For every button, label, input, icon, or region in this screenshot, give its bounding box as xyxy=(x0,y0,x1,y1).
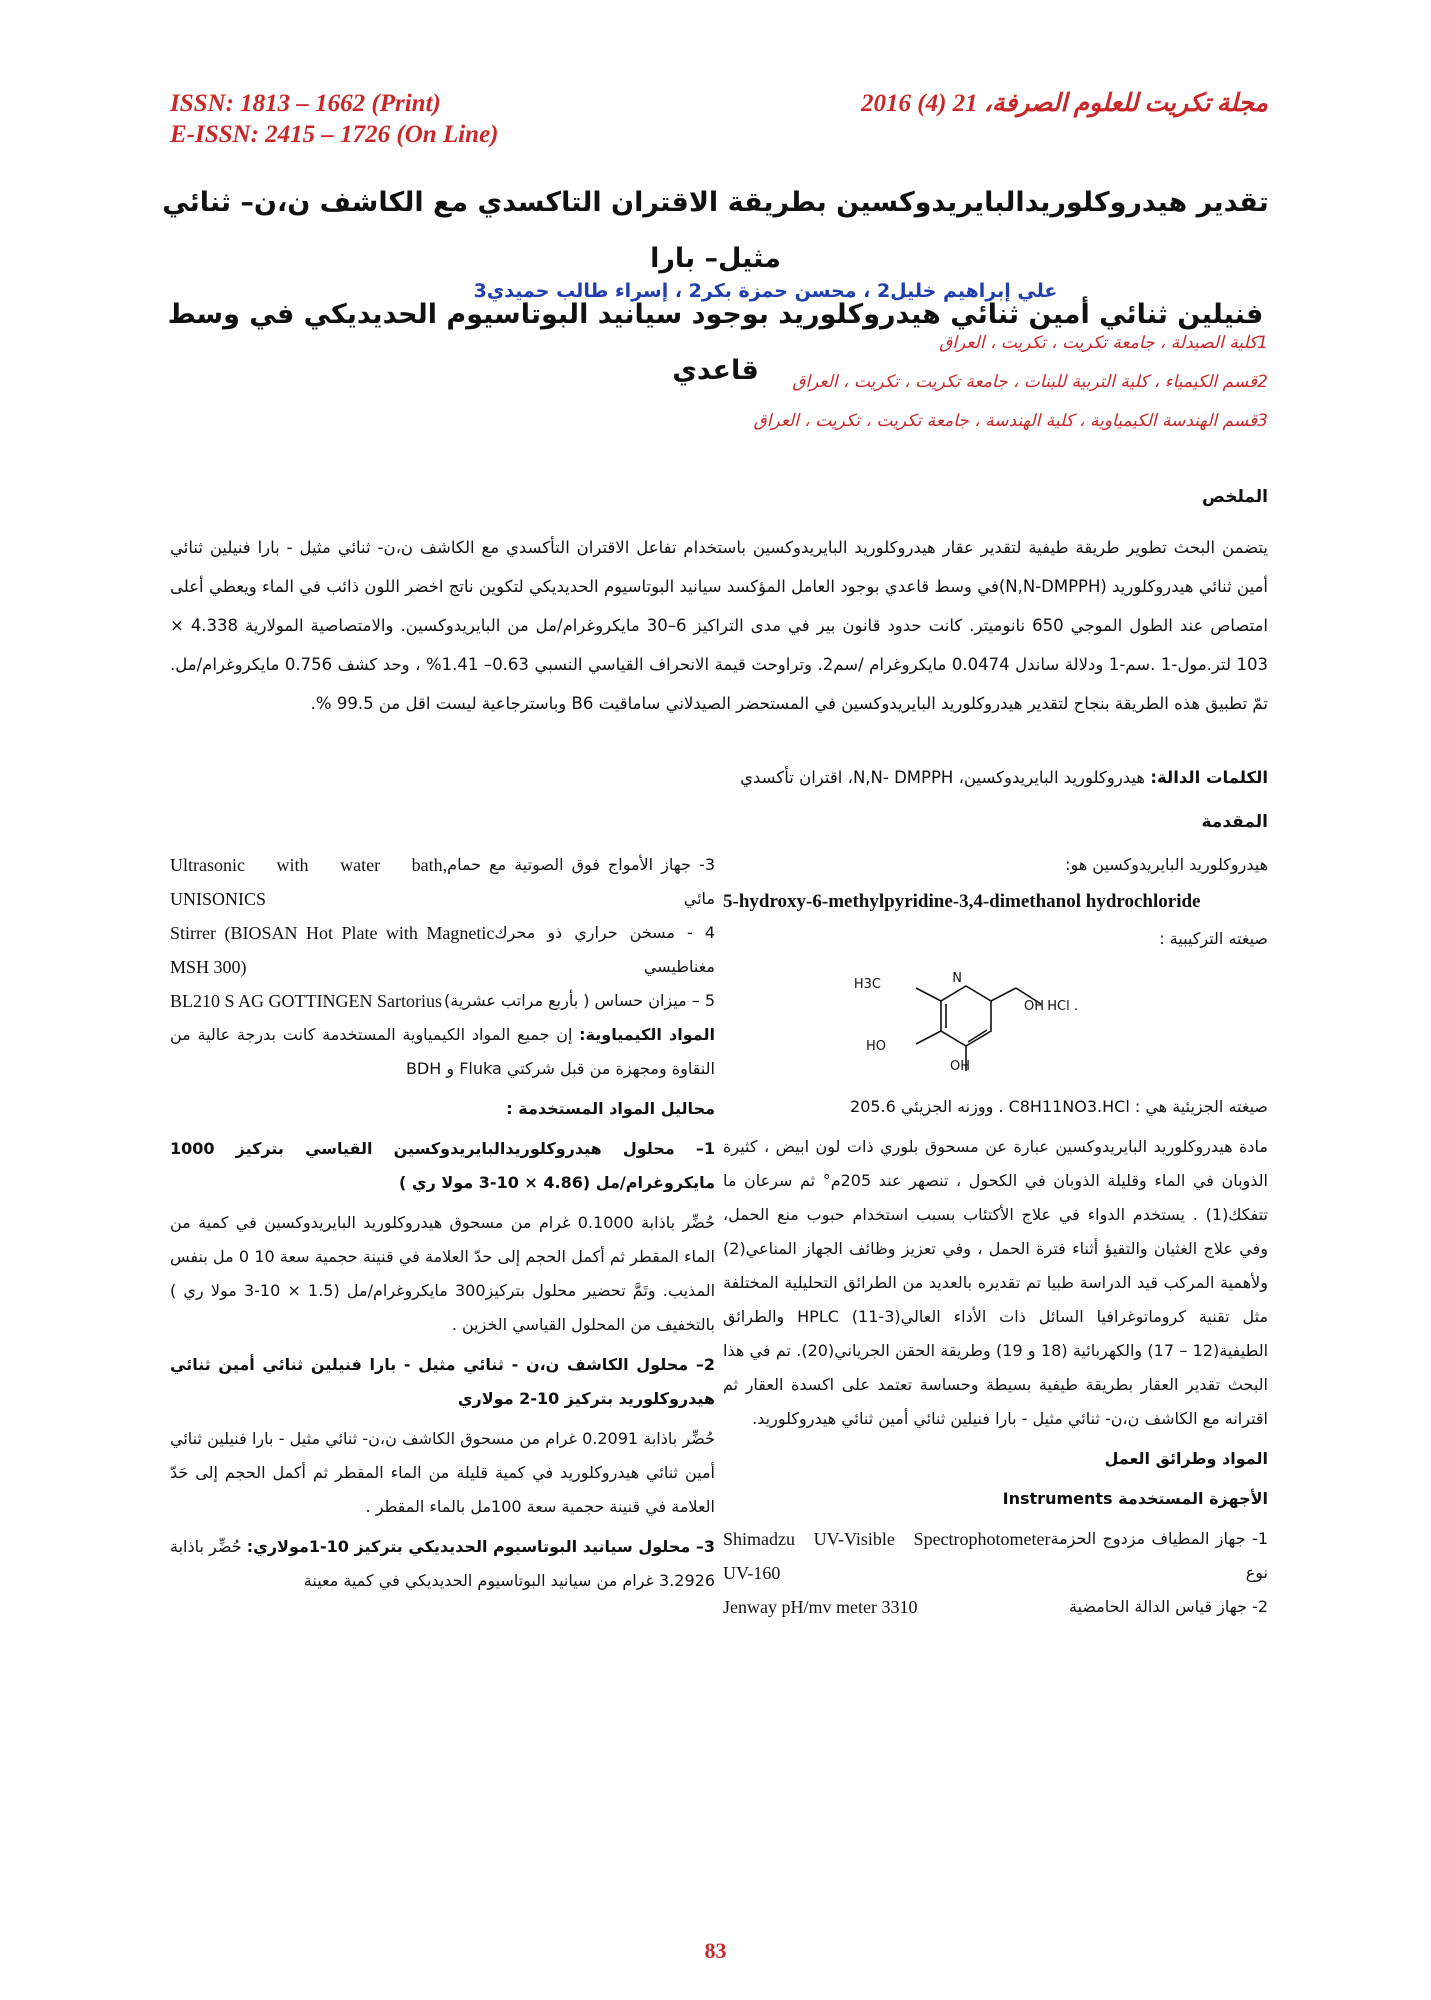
instrument-1 xyxy=(723,1522,1268,1590)
issn-online: E-ISSN: 2415 – 1726 (On Line) xyxy=(170,121,499,148)
affiliation-3: 3قسم الهندسة الكيمياوية ، كلية الهندسة ، جامعة تكريت ، تكريت ، العراق xyxy=(753,411,1268,431)
instrument-2-en: Jenway pH/mv meter 3310 xyxy=(723,1597,918,1617)
solutions-heading: محاليل المواد المستخدمة : xyxy=(506,1099,715,1118)
solution-2-heading: 2– محلول الكاشف ن،ن - ثنائي مثيل - بارا فنيلين ثنائي أمين ثنائي هيدروكلوريد بتركيز 10-2 مولاري xyxy=(170,1355,715,1408)
svg-text:H3C: H3C xyxy=(853,977,881,992)
instrument-2-ar: 2- جهاز قياس الدالة الحامضية xyxy=(1068,1597,1268,1616)
issn-block xyxy=(170,88,499,150)
instrument-1-en: Shimadzu UV-Visible Spectrophotometer UV-160 xyxy=(723,1529,1051,1583)
page-number: 83 xyxy=(704,1938,727,1963)
left-column xyxy=(170,848,715,1604)
hcl-label: . HCl xyxy=(1046,999,1078,1014)
svg-text:N: N xyxy=(951,971,962,986)
instrument-4-en: Stirrer (BIOSAN Hot Plate with Magnetic MSH 300) xyxy=(170,923,495,977)
instrument-4-ar: 4 - مسخن حراري ذو محرك مغناطيسي xyxy=(494,923,715,976)
intro-line: هيدروكلوريد البايريدوكسين هو: xyxy=(1065,855,1268,874)
svg-text:OH: OH xyxy=(1023,999,1044,1014)
instrument-5-en: BL210 S AG GOTTINGEN Sartorius xyxy=(170,991,442,1011)
abstract xyxy=(170,528,1268,723)
keywords-text: هيدروكلوريد البايريدوكسين، N,N- DMPPH، اقتران تأكسدي xyxy=(740,768,1146,787)
instrument-3 xyxy=(170,848,715,916)
chemical-name: 5-hydroxy-6-methylpyridine-3,4-dimethanol hydrochloride xyxy=(723,891,1201,912)
intro-heading: المقدمة xyxy=(1201,812,1268,832)
svg-text:HO: HO xyxy=(865,1039,886,1054)
instrument-3-en: Ultrasonic with water bath, UNISONICS xyxy=(170,855,448,909)
instrument-4 xyxy=(170,916,715,984)
keywords-label: الكلمات الدالة: xyxy=(1150,768,1268,787)
molecular-formula: صيغته الجزيئية هي : C8H11NO3.HCl . ووزنه الجزيئي 205.6 xyxy=(850,1097,1268,1116)
structure-label: صيغته التركيبية : xyxy=(1159,929,1268,948)
instrument-3-ar: 3- جهاز الأمواج فوق الصوتية مع حمام مائي xyxy=(447,855,715,908)
solution-1-heading: 1– محلول هيدروكلوريدالبايريدوكسين القياسي بتركيز 1000 مايكروغرام/مل (4.86 × 10-3 مولا ري ) xyxy=(170,1139,715,1192)
affiliation-1: 1كلية الصيدلة ، جامعة تكريت ، تكريت ، العراق xyxy=(939,333,1268,353)
title-line-2: فنيلين ثنائي أمين ثنائي هيدروكلوريد بوجود سيانيد البوتاسيوم الحديديكي في وسط قاعدي xyxy=(167,299,1264,386)
intro-paragraph: مادة هيدروكلوريد البايريدوكسين عبارة عن مسحوق بلوري ذات لون ابيض ، كثيرة الذوبان في الماء وقليلة الذوبان في الكحول ، تنصهر عند 205م° ثم سرعان ما تتفكك(1) . يستخدم الدواء في علاج الأكتئاب بسبب استخدام حبوب منع الحمل، وفي علاج الغثيان والتقيؤ أثناء فترة الحمل ، وفي تعزيز وظائف الجهاز المناعي(2) ولأهمية المركب قيد الدراسة طبيا تم تقديره بالعديد من الطرائق التحليلية المختلفة مثل تقنية كروماتوغرافيا السائل ذات الأداء العالي(3-11) HPLC والطرائق الطيفية(12 – 17) والكهربائية (18 و 19) وطريقة الحقن الجرياني(20). تم في هذا البحث تقدير العقار بطريقة طيفية بسيطة وحساسة تعتمد على اكسدة العقار ثم اقترانه مع الكاشف ن،ن- ثنائي مثيل - بارا فنيلين ثنائي أمين ثنائي هيدروكلوريد. xyxy=(723,1137,1269,1428)
keywords xyxy=(740,768,1268,787)
abstract-text: يتضمن البحث تطوير طريقة طيفية لتقدير عقار هيدروكلوريد البايريدوكسين باستخدام تفاعل الاقتران التأكسدي مع الكاشف ن،ن- ثنائي مثيل - بارا فنيلين ثنائي أمين ثنائي هيدروكلوريد (N,N-DMPPH)في وسط قاعدي بوجود العامل المؤكسد سيانيد البوتاسيوم الحديديكي لتكوين ناتج اخضر اللون ذائب في الماء ويعطي أعلى امتصاص عند الطول الموجي 650 نانوميتر. كانت حدود قانون بير في مدى التراكيز 6–30 مايكروغرام/مل من البايريدوكسين. والامتصاصية المولارية 4.338 × 103 لتر.مول-1 .سم-1 ودلالة ساندل 0.0474 مايكروغرام /سم2. وتراوحت قيمة الانحراف القياسي النسبي 0.63– 1.41% ، وحد كشف 0.756 مايكروغرام/مل. تمّ تطبيق هذه الطريقة بنجاح لتقدير هيدروكلوريد البايريدوكسين في المستحضر الصيدلاني ساماقيت B6 وباسترجاعية ليست اقل من 99.5 %. xyxy=(170,538,1269,713)
instrument-5-ar: 5 – ميزان حساس ( بأربع مراتب عشرية) xyxy=(444,991,715,1010)
materials-heading: المواد وطرائق العمل xyxy=(1104,1449,1268,1468)
instrument-5 xyxy=(170,984,715,1018)
right-column xyxy=(723,848,1268,1624)
solution-3-text: حُضِّر باذابة 3.2926 غرام من سيانيد البوتاسيوم الحديديكي في كمية معينة xyxy=(170,1537,715,1590)
solution-2-text: حُضِّر باذابة 0.2091 غرام من مسحوق الكاشف ن،ن- ثنائي مثيل - بارا فنيلين ثنائي أمين ثنائي هيدروكلوريد في كمية قليلة من الماء المقطر ثم أكمل الحجم إلى حَدّ العلامة في قنينة حجمية سعة 100مل بالماء المقطر . xyxy=(170,1429,715,1516)
instruments-heading: الأجهزة المستخدمة Instruments xyxy=(1002,1489,1268,1508)
svg-text:OH: OH xyxy=(949,1059,970,1074)
instrument-2 xyxy=(723,1590,1268,1624)
chemicals-text: إن جميع المواد الكيمياوية المستخدمة كانت بدرجة عالية من النقاوة ومجهزة من قبل شركتي Fluka و BDH xyxy=(170,1025,715,1078)
title-line-1: تقدير هيدروكلوريدالبايريدوكسين بطريقة الاقتران التاكسدي مع الكاشف ن،ن– ثنائي مثيل– بارا xyxy=(162,187,1269,274)
pyridoxine-structure-image xyxy=(846,966,1146,1076)
instrument-1-ar: 1- جهاز المطياف مزدوج الحزمة نوع xyxy=(1050,1529,1268,1582)
issn-print: ISSN: 1813 – 1662 (Print) xyxy=(170,90,441,117)
abstract-heading: الملخص xyxy=(1202,487,1268,507)
authors: علي إبراهيم خليل2 ، محسن حمزة بكر2 ، إسراء طالب حميدي3 xyxy=(473,280,1058,302)
solution-1-text: حُضِّر باذابة 0.1000 غرام من مسحوق هيدروكلوريد البايريدوكسين في كمية من الماء المقطر ثم أكمل الحجم إلى حدّ العلامة في قنينة حجمية سعة 10 0 مل بنفس المذيب. وتَمَّ تحضير محلول بتركيز300 مايكروغرام/مل (1.5 × 10-3 مولا ري ) بالتخفيف من المحلول القياسي الخزين . xyxy=(170,1213,716,1334)
solution-3-heading: 3– محلول سيانيد البوتاسيوم الحديديكي بتركيز 10-1مولاري: xyxy=(246,1537,716,1556)
chemicals-paragraph xyxy=(170,1018,715,1086)
affiliation-2: 2قسم الكيمياء ، كلية التربية للبنات ، جامعة تكريت ، تكريت ، العراق xyxy=(792,372,1268,392)
chemicals-label: المواد الكيمياوية: xyxy=(579,1025,715,1044)
journal-citation: مجلة تكريت للعلوم الصرفة، 21 (4) 2016 xyxy=(860,90,1268,117)
solution-3-paragraph xyxy=(170,1530,715,1598)
